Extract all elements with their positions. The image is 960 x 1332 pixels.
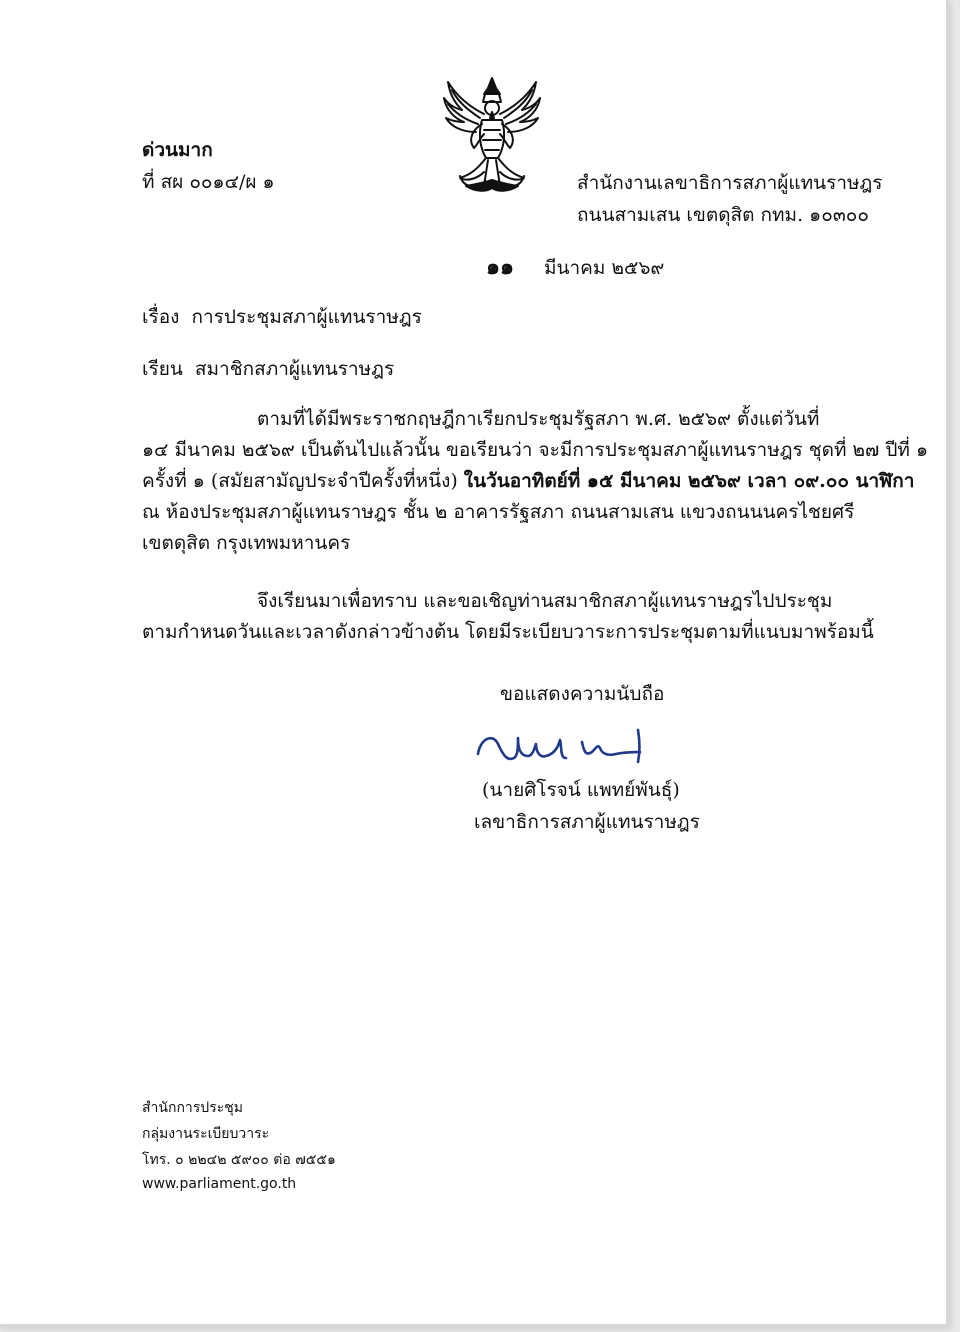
reference-number: ที่ สผ ๐๐๑๔/ผ ๑ bbox=[142, 171, 275, 193]
subject-line bbox=[142, 305, 422, 329]
office-address: ถนนสามเสน เขตดุสิต กทม. ๑๐๓๐๐ bbox=[577, 204, 869, 226]
body-p2-line-2: ตามกำหนดวันและเวลาดังกล่าวข้างต้น โดยมีระเบียบวาระการประชุมตามที่แนบมาพร้อมนี้ bbox=[142, 621, 874, 643]
footer-phone: โทร. ๐ ๒๒๔๒ ๕๙๐๐ ต่อ ๗๕๕๑ bbox=[142, 1152, 336, 1168]
garuda-emblem-icon bbox=[438, 74, 546, 196]
body-p1-line-3 bbox=[142, 466, 915, 497]
body-p2-line-1: จึงเรียนมาเพื่อทราบ และขอเชิญท่านสมาชิกสภาผู้แทนราษฎรไปประชุม bbox=[257, 590, 833, 612]
subject-text: การประชุมสภาผู้แทนราษฎร bbox=[191, 306, 422, 328]
body-p1-line-5: เขตดุสิต กรุงเทพมหานคร bbox=[142, 532, 351, 554]
recipient-text: สมาชิกสภาผู้แทนราษฎร bbox=[194, 358, 395, 380]
recipient-line bbox=[142, 357, 394, 381]
signature-image bbox=[474, 722, 652, 774]
date-day: ๑๑ bbox=[486, 254, 514, 280]
date-month-year: มีนาคม ๒๕๖๙ bbox=[544, 257, 665, 279]
body-p1-line-2: ๑๔ มีนาคม ๒๕๖๙ เป็นต้นไปแล้วนั้น ขอเรียนว่า จะมีการประชุมสภาผู้แทนราษฎร ชุดที่ ๒๗ ปีที่ ๑ bbox=[142, 439, 929, 461]
body-paragraph-2 bbox=[142, 586, 874, 648]
office-name: สำนักงานเลขาธิการสภาผู้แทนราษฎร bbox=[577, 172, 883, 194]
footer-division: กลุ่มงานระเบียบวาระ bbox=[142, 1126, 270, 1142]
body-p1-line-3-normal: ครั้งที่ ๑ (สมัยสามัญประจำปีครั้งที่หนึ่ง) bbox=[142, 470, 464, 492]
body-p1-line-1: ตามที่ได้มีพระราชกฤษฎีกาเรียกประชุมรัฐสภา พ.ศ. ๒๕๖๙ ตั้งแต่วันที่ bbox=[257, 408, 820, 430]
body-paragraph-1 bbox=[142, 404, 929, 559]
signer-title: เลขาธิการสภาผู้แทนราษฎร bbox=[474, 811, 700, 833]
subject-label: เรื่อง bbox=[142, 306, 180, 328]
recipient-label: เรียน bbox=[142, 358, 183, 380]
meeting-datetime: ในวันอาทิตย์ที่ ๑๕ มีนาคม ๒๕๖๙ เวลา ๐๙.๐๐ นาฬิกา bbox=[463, 470, 915, 492]
body-p1-line-4: ณ ห้องประชุมสภาผู้แทนราษฎร ชั้น ๒ อาคารรัฐสภา ถนนสามเสน แขวงถนนนครไชยศรี bbox=[142, 501, 855, 523]
footer-website-link[interactable]: www.parliament.go.th bbox=[142, 1176, 297, 1192]
signer-name: (นายศิโรจน์ แพทย์พันธุ์) bbox=[482, 779, 680, 801]
urgency-label: ด่วนมาก bbox=[142, 139, 213, 161]
closing-salutation: ขอแสดงความนับถือ bbox=[500, 683, 665, 705]
footer-department: สำนักการประชุม bbox=[142, 1100, 243, 1116]
